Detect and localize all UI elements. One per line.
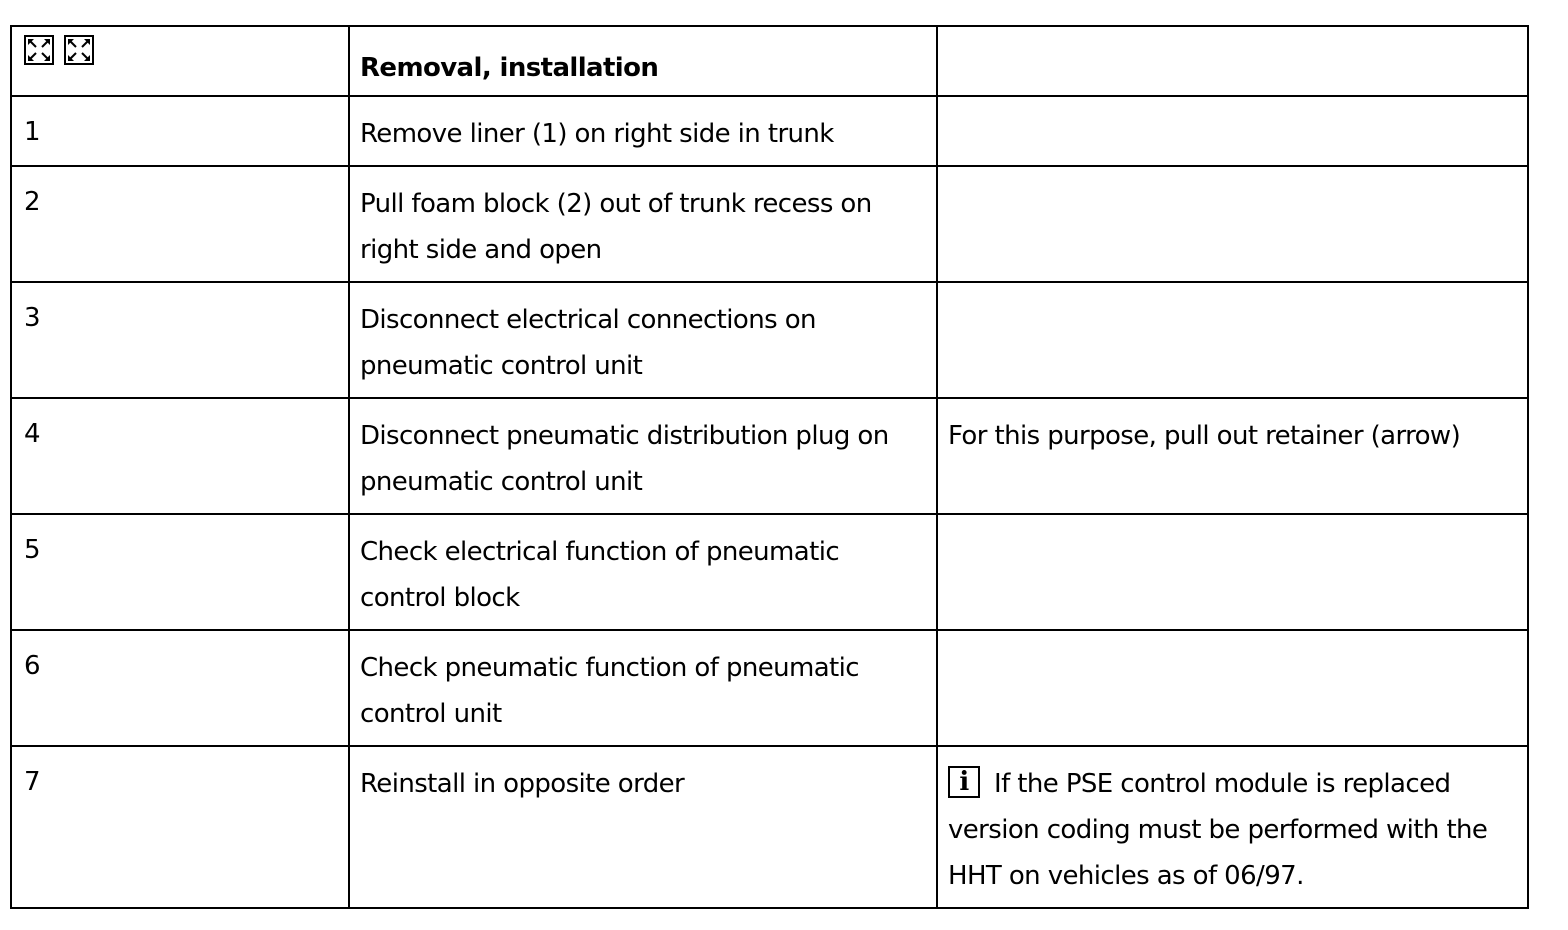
- table-row: [11, 96, 1528, 166]
- step-action: Disconnect electrical connections on pneumatic control unit: [349, 282, 937, 398]
- table-row: [11, 166, 1528, 282]
- header-icons-cell: [11, 26, 349, 96]
- info-icon: i: [948, 766, 980, 798]
- info-note-text: If the PSE control module is replaced version coding must be performed with the HHT on vehicles as of 06/97.: [948, 769, 1488, 891]
- step-action: Reinstall in opposite order: [349, 746, 937, 908]
- procedure-table: [10, 25, 1529, 909]
- expand-arrows-icon: [64, 35, 94, 65]
- table-row: [11, 514, 1528, 630]
- step-number: 3: [11, 282, 349, 398]
- step-number: 2: [11, 166, 349, 282]
- table-row: [11, 630, 1528, 746]
- table-row: [11, 282, 1528, 398]
- table-row: [11, 746, 1528, 908]
- step-action: Remove liner (1) on right side in trunk: [349, 96, 937, 166]
- step-note: [937, 166, 1528, 282]
- header-notes: [937, 26, 1528, 96]
- step-note: [937, 514, 1528, 630]
- step-number: 4: [11, 398, 349, 514]
- step-number: 7: [11, 746, 349, 908]
- table-header-row: [11, 26, 1528, 96]
- step-action: Check pneumatic function of pneumatic control unit: [349, 630, 937, 746]
- step-number: 1: [11, 96, 349, 166]
- table-row: [11, 398, 1528, 514]
- step-action: Pull foam block (2) out of trunk recess on right side and open: [349, 166, 937, 282]
- expand-arrows-icon: [24, 35, 54, 65]
- step-note-with-info: [937, 746, 1528, 908]
- step-note: [937, 630, 1528, 746]
- step-note: [937, 96, 1528, 166]
- step-note: For this purpose, pull out retainer (arrow): [937, 398, 1528, 514]
- step-number: 5: [11, 514, 349, 630]
- step-number: 6: [11, 630, 349, 746]
- step-action: Disconnect pneumatic distribution plug on pneumatic control unit: [349, 398, 937, 514]
- step-note: [937, 282, 1528, 398]
- step-action: Check electrical function of pneumatic control block: [349, 514, 937, 630]
- header-title: Removal, installation: [349, 26, 937, 96]
